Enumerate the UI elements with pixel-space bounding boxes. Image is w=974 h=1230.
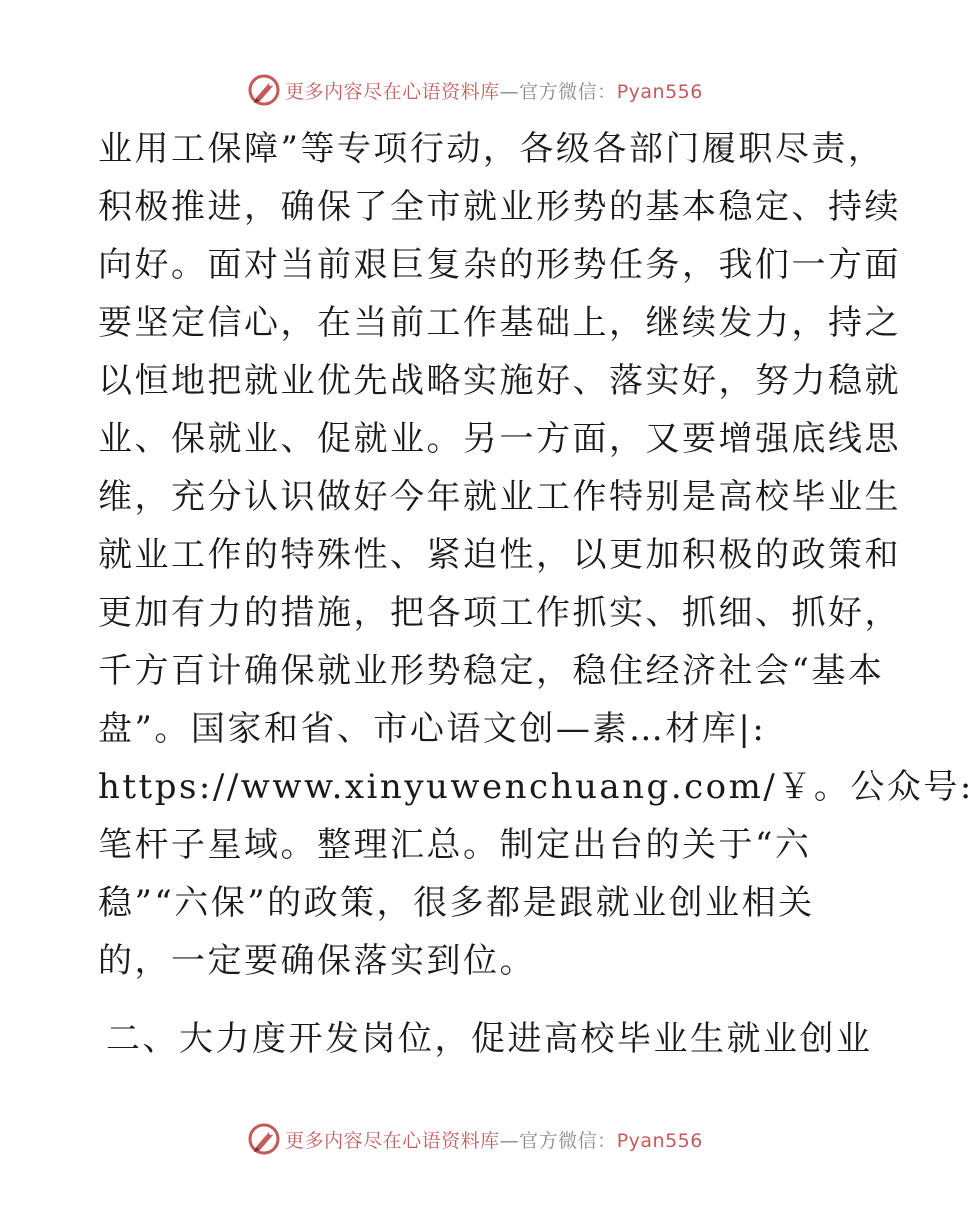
body-line: 就业工作的特殊性、紧迫性，以更加积极的政策和 [98, 535, 901, 575]
pen-logo-icon [247, 73, 281, 107]
body-line: 向好。面对当前艰巨复杂的形势任务，我们一方面 [98, 245, 901, 285]
body-line: 业用工保障”等专项行动，各级各部门履职尽责， [98, 129, 885, 169]
body-line: 更加有力的措施，把各项工作抓实、抓细、抓好， [98, 593, 901, 633]
body-line: 维，充分认识做好今年就业工作特别是高校毕业生 [98, 477, 901, 517]
body-line: 的，一定要确保落实到位。 [98, 941, 536, 981]
section-heading: 二、大力度开发岗位，促进高校毕业生就业创业 [106, 1019, 873, 1059]
body-line: 盘”。国家和省、市心语文创—素…材库|: [98, 709, 767, 749]
body-line-url: https://www.xinyuwenchuang.com/￥。公众号: [98, 767, 974, 807]
document-body [98, 120, 974, 990]
body-line: 要坚定信心，在当前工作基础上，继续发力，持之 [98, 303, 901, 343]
body-line: 积极推进，确保了全市就业形势的基本稳定、持续 [98, 187, 901, 227]
body-line: 千方百计确保就业形势稳定，稳住经济社会“基本 [98, 651, 885, 691]
footer-wechat-label: 官方微信： [519, 1129, 617, 1152]
footer-banner [0, 1119, 950, 1159]
footer-text [285, 1126, 703, 1153]
footer-site-text: 更多内容尽在心语资料库 [285, 1129, 500, 1152]
header-text [285, 77, 703, 104]
header-banner [0, 70, 950, 110]
body-line: 笔杆子星域。整理汇总。制定出台的关于“六 [98, 825, 812, 865]
footer-separator: — [499, 1129, 520, 1152]
pen-logo-icon [247, 1122, 281, 1156]
body-line: 稳”“六保”的政策，很多都是跟就业创业相关 [98, 883, 815, 923]
body-line: 业、保就业、促就业。另一方面，又要增强底线思 [98, 419, 901, 459]
footer-wechat-id: Pyan556 [616, 1129, 703, 1152]
header-wechat-id: Pyan556 [616, 80, 703, 103]
body-line: 以恒地把就业优先战略实施好、落实好，努力稳就 [98, 361, 901, 401]
header-site-text: 更多内容尽在心语资料库 [285, 80, 500, 103]
header-separator: — [499, 80, 520, 103]
header-wechat-label: 官方微信： [519, 80, 617, 103]
